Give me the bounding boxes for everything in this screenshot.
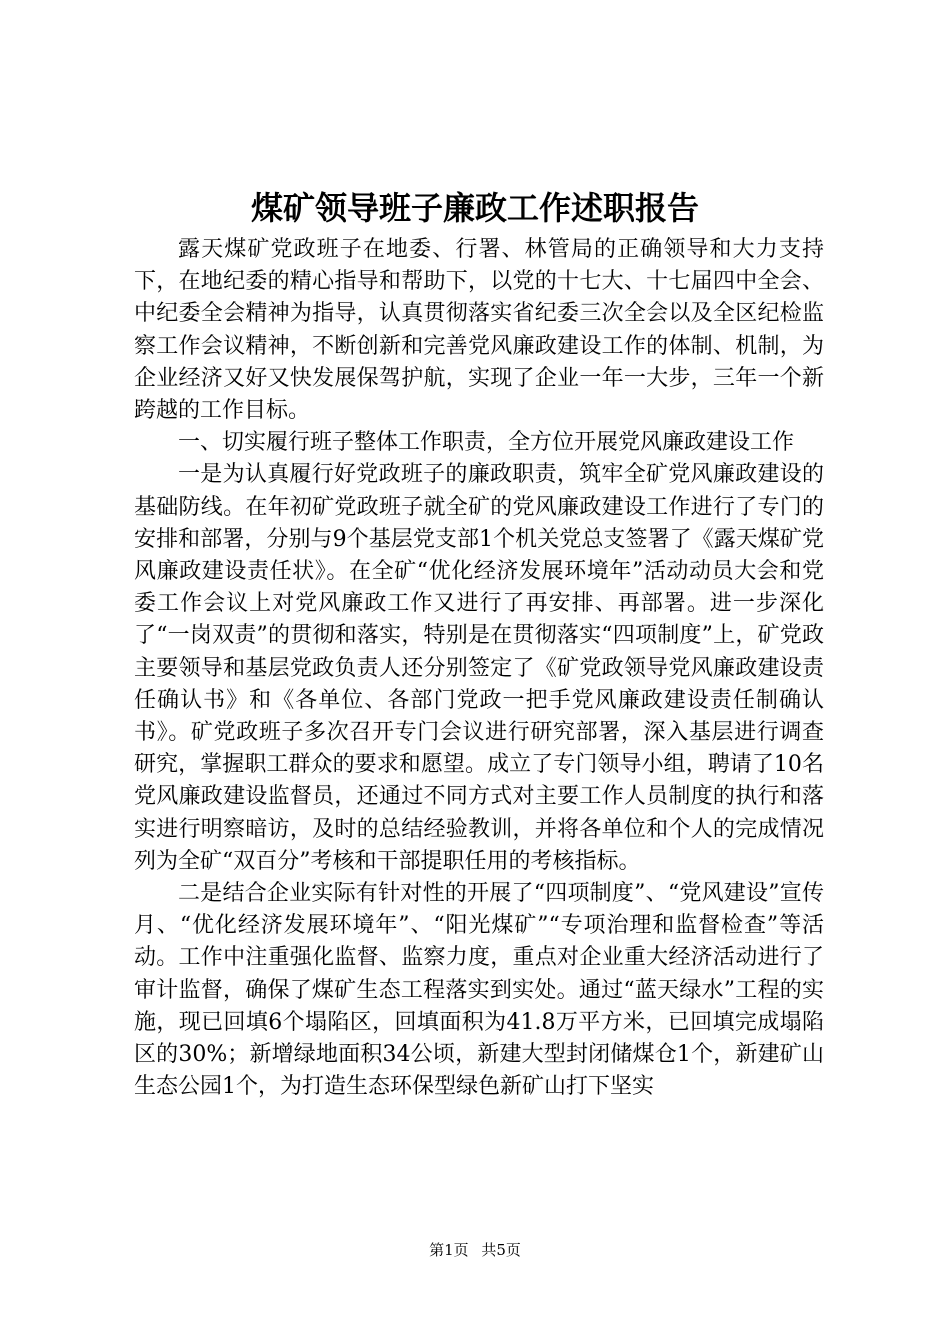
page-footer bbox=[0, 1240, 950, 1260]
paragraph-intro: 露天煤矿党政班子在地委、行署、林管局的正确领导和大力支持下，在地纪委的精心指导和帮助下，以党的十七大、十七届四中全会、中纪委全会精神为指导，认真贯彻落实省纪委三次全会以及全区纪检监察工作会议精神，不断创新和完善党风廉政建设工作的体制、机制，为企业经济又好又快发展保驾护航，实现了企业一年一大步，三年一个新跨越的工作目标。 bbox=[134, 237, 824, 424]
page-total: 共5页 bbox=[481, 1241, 521, 1259]
document-title: 煤矿领导班子廉政工作述职报告 bbox=[250, 189, 699, 227]
section-heading-1: 一、切实履行班子整体工作职责，全方位开展党风廉政建设工作 bbox=[178, 430, 795, 456]
paragraph-point-1: 一是为认真履行好党政班子的廉政职责，筑牢全矿党风廉政建设的基础防线。在年初矿党政班子就全矿的党风廉政建设工作进行了专门的安排和部署，分别与9个基层党支部1个机关党总支签署了《露天煤矿党风廉政建设责任状》。在全矿“优化经济发展环境年”活动动员大会和党委工作会议上对党风廉政工作又进行了再安排、再部署。进一步深化了“一岗双责”的贯彻和落实，特别是在贯彻落实“四项制度”上，矿党政主要领导和基层党政负责人还分别签定了《矿党政领导党风廉政建设责任确认书》和《各单位、各部门党政一把手党风廉政建设责任制确认书》。矿党政班子多次召开专门会议进行研究部署，深入基层进行调查研究，掌握职工群众的要求和愿望。成立了专门领导小组，聘请了10名党风廉政建设监督员，还通过不同方式对主要工作人员制度的执行和落实进行明察暗访，及时的总结经验教训，并将各单位和个人的完成情况列为全矿“双百分”考核和干部提职任用的考核指标。 bbox=[134, 462, 824, 874]
document-body bbox=[134, 234, 824, 1103]
paragraph-point-2: 二是结合企业实际有针对性的开展了“四项制度”、“党风建设”宣传月、“优化经济发展环境年”、“阳光煤矿”“专项治理和监督检查”等活动。工作中注重强化监督、监察力度，重点对企业重大经济活动进行了审计监督，确保了煤矿生态工程落实到实处。通过“蓝天绿水”工程的实施，现已回填6个塌陷区，回填面积为41.8万平方米，已回填完成塌陷区的30%；新增绿地面积34公顷，新建大型封闭储煤仓1个，新建矿山生态公园1个，为打造生态环保型绿色新矿山打下坚实 bbox=[134, 881, 824, 1100]
page-number: 第1页 bbox=[429, 1241, 469, 1259]
